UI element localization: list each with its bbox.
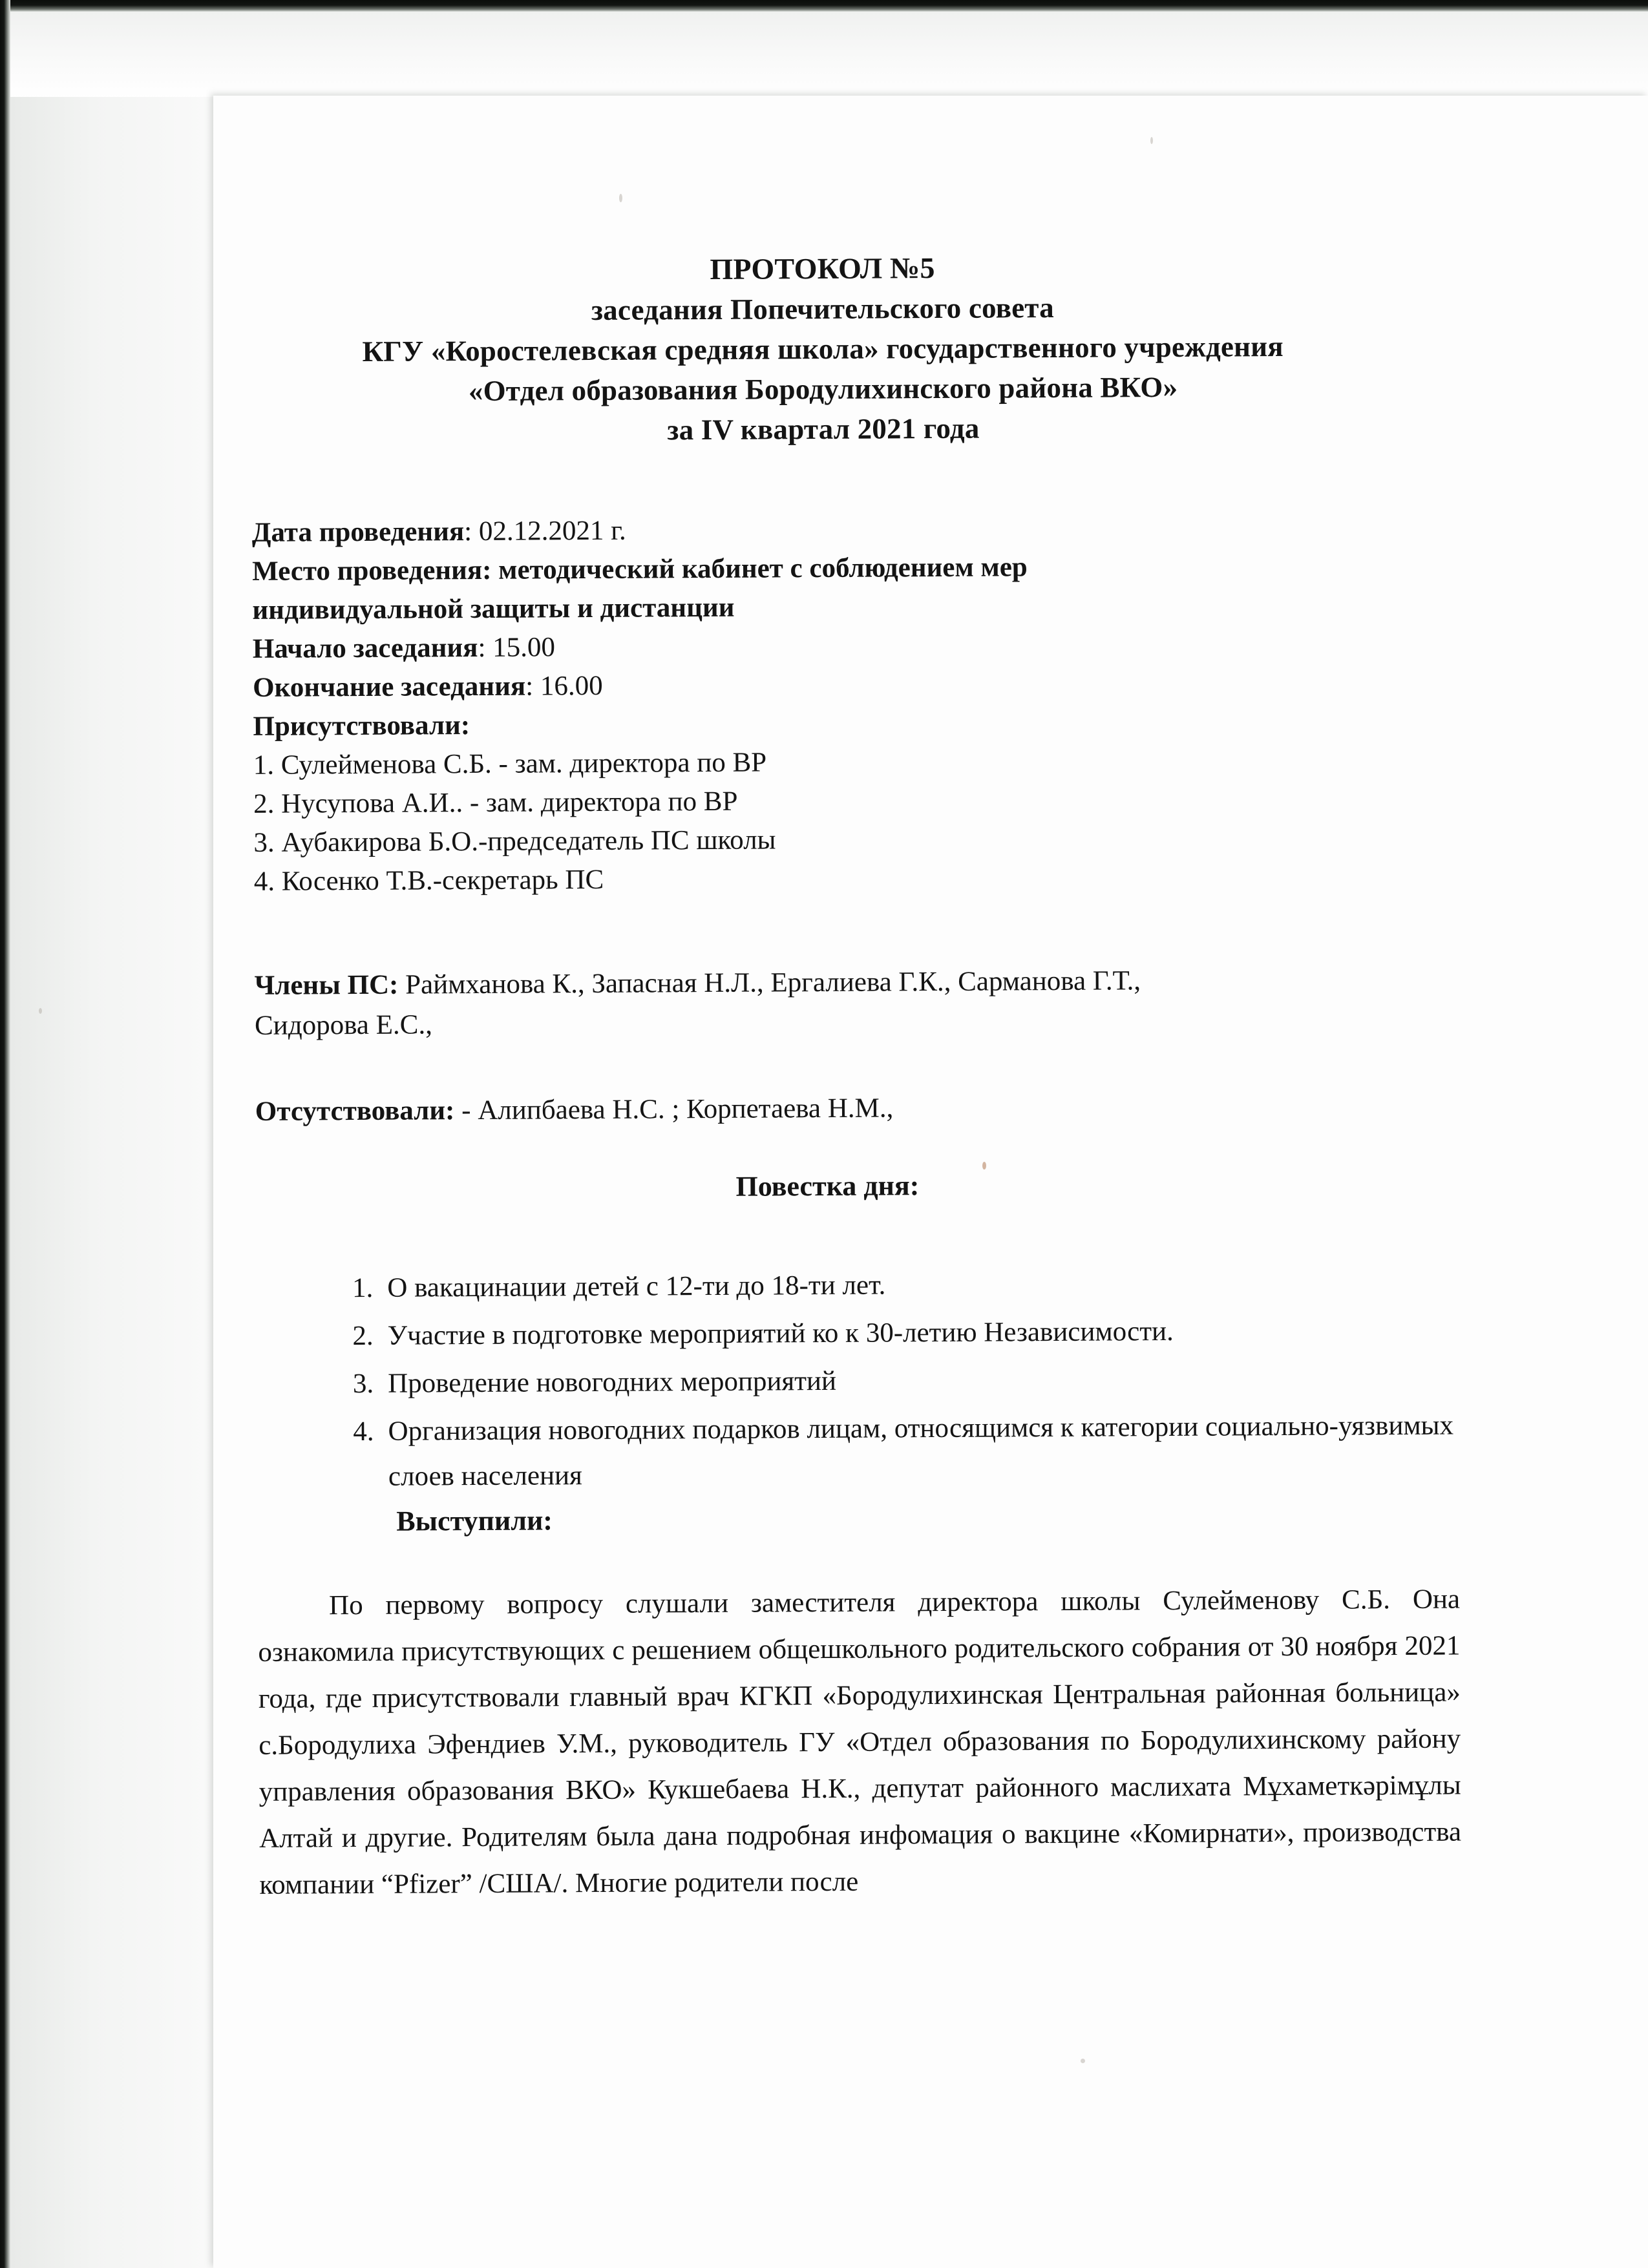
meeting-start-line (253, 624, 1455, 669)
agenda-item (337, 1356, 1455, 1407)
attendee-item: 4. Косенко Т.В.-секретарь ПС (253, 864, 604, 897)
body-paragraph: По первому вопросу слушали заместителя директора школы Сулейменову С.Б. Она ознакомила присутствующих с решением общешкольного родительского собрания от 30 ноября 2021 года, где присутствовали главный врач КГКП «Бородулихинская Центральная районная больница» с.Бородулиха Эфендиев У.М., руководитель ГУ «Отдел образования по Бородулихинскому району управления образования ВКО» Кукшебаева Н.К., депутат районного маслихата Мұхаметкәрімұлы Алтай и другие. Родителям была дана подробная инфомация о вакцине «Комирнати», производства компании “Pfizer” /США/. Многие родители после (258, 1584, 1462, 1900)
meeting-date-value: : 02.12.2021 г. (464, 515, 626, 547)
agenda-item (337, 1308, 1455, 1360)
attendees-heading: Присутствовали: (253, 710, 470, 742)
agenda-item-number: 1. (352, 1272, 374, 1304)
agenda-item-text: Участие в подготовке мероприятий ко к 30-летию Независимости. (387, 1316, 1174, 1351)
agenda-item-number: 4. (353, 1416, 374, 1447)
meeting-place-label: Место проведения: (251, 554, 492, 587)
title-line-protocol-number: ПРОТОКОЛ №5 (710, 251, 935, 286)
document-title (208, 246, 1437, 453)
meeting-end-label: Окончание заседания (252, 671, 526, 703)
agenda-item-number: 2. (352, 1320, 374, 1352)
council-members (255, 959, 1464, 1045)
attendee-item: 3. Аубакирова Б.О.-председатель ПС школы (253, 824, 776, 858)
council-members-names-line-2: Сидорова Е.С., (254, 1009, 433, 1041)
title-line-department: «Отдел образования Бородулихинского района ВКО» (468, 370, 1178, 408)
agenda-item (337, 1403, 1456, 1500)
agenda-item-text: Организация новогодних подарков лицам, относящимся к категории социально-уязвимых слоев населения (388, 1410, 1454, 1492)
meeting-date-label: Дата проведения (251, 516, 465, 548)
agenda-item (337, 1260, 1455, 1312)
meeting-start-value: : 15.00 (478, 632, 556, 663)
agenda-item-text: О вакацинации детей с 12-ти до 18-ти лет. (387, 1270, 886, 1303)
meeting-date-line (252, 507, 1454, 552)
absent-names: - Алипбаева Н.С. ; Корпетаева Н.М., (454, 1093, 894, 1126)
attendee-item: 1. Сулейменова С.Б. - зам. директора по ВР (253, 747, 767, 781)
scan-speck (982, 1162, 986, 1170)
title-line-school-name: КГУ «Коростелевская средняя школа» государственного учреждения (362, 330, 1284, 368)
meeting-place-value: методический кабинет с соблюдением мер (491, 552, 1028, 585)
meeting-end-value: : 16.00 (525, 670, 603, 702)
agenda-list (337, 1260, 1456, 1503)
scan-speck (619, 194, 622, 202)
scan-speck (1150, 137, 1153, 144)
council-members-label: Члены ПС: (254, 969, 399, 1001)
attendee-item: 2. Нусупова А.И.. - зам. директора по ВР (253, 786, 738, 819)
speakers-heading: Выступили: (396, 1504, 553, 1537)
scan-speck (1081, 2059, 1085, 2063)
meeting-details (252, 507, 1456, 901)
scan-speck (39, 1008, 42, 1014)
agenda-item-text: Проведение новогодних мероприятий (388, 1365, 837, 1399)
agenda-heading: Повестка дня: (735, 1170, 920, 1202)
meeting-place-line-2: индивидуальной защиты и дистанции (252, 592, 735, 625)
council-members-names-line-1: Раймханова К., Запасная Н.Л., Ергалиева Г.К., Сарманова Г.Т., (398, 965, 1141, 1000)
meeting-place-line (252, 546, 1454, 591)
absent-members (255, 1085, 1464, 1131)
title-line-quarter: за IV квартал 2021 года (667, 412, 980, 446)
meeting-end-line (253, 662, 1455, 708)
agenda-item-number: 3. (352, 1368, 374, 1400)
meeting-start-label: Начало заседания (252, 632, 478, 664)
title-line-council-session: заседания Попечительского совета (591, 291, 1054, 326)
absent-label: Отсутствовали: (255, 1095, 455, 1127)
